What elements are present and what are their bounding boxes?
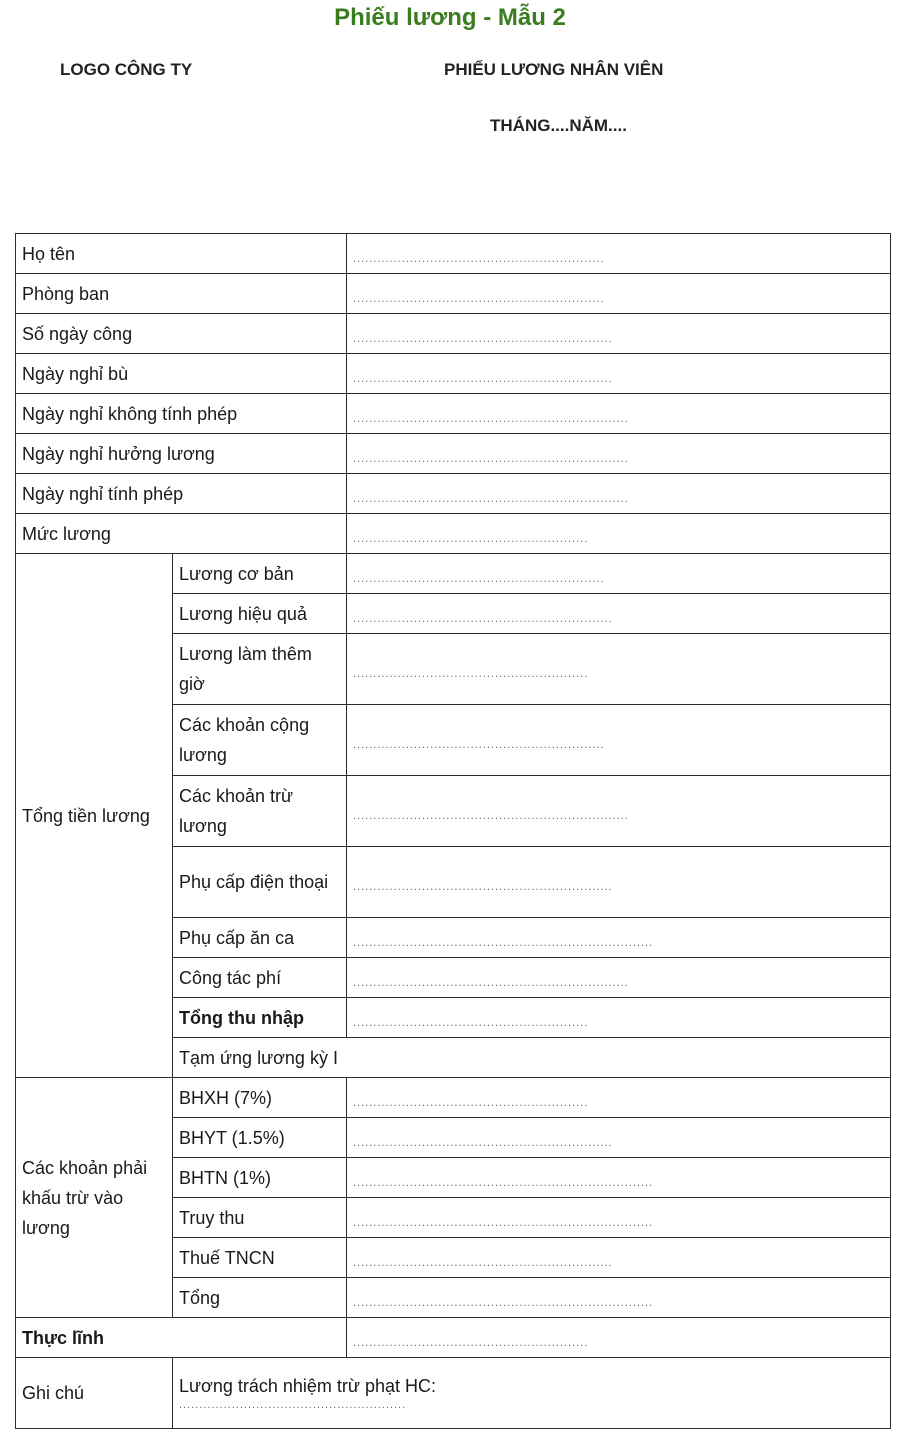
row-label: Các khoản trừ lương [173, 776, 347, 847]
payslip-heading: PHIẾU LƯƠNG NHÂN VIÊN [444, 60, 664, 79]
fill-field-cong-tac-phi[interactable] [347, 958, 891, 998]
fill-field-muc-luong[interactable] [347, 514, 891, 554]
fill-field-bhtn[interactable] [347, 1158, 891, 1198]
dotted-line: .................................................................... [353, 452, 629, 465]
row-label: Tạm ứng lương kỳ I [173, 1038, 891, 1078]
row-label: Ngày nghỉ không tính phép [16, 394, 347, 434]
note-field[interactable] [173, 1358, 891, 1429]
fill-field-phu-cap-dien-thoai[interactable] [347, 847, 891, 918]
table-row [16, 554, 891, 594]
row-label: Ghi chú [16, 1358, 173, 1429]
dotted-line: .......................................................... [353, 668, 589, 680]
row-label: Thuế TNCN [173, 1238, 347, 1278]
fill-field-bhxh[interactable] [347, 1078, 891, 1118]
table-row [16, 234, 891, 274]
row-label: Phụ cấp ăn ca [173, 918, 347, 958]
row-label: Phòng ban [16, 274, 347, 314]
dotted-line: .......................................................................... [353, 1176, 654, 1189]
row-label: Lương hiệu quả [173, 594, 347, 634]
company-logo-placeholder: LOGO CÔNG TY [60, 60, 193, 79]
dotted-line: .......................................................................... [353, 1296, 654, 1309]
group-label-tong-tien-luong: Tổng tiền lương [16, 554, 173, 1078]
page-title: Phiếu lương - Mẫu 2 [334, 4, 566, 31]
fill-field-bhyt[interactable] [347, 1118, 891, 1158]
row-label: Ngày nghỉ tính phép [16, 474, 347, 514]
fill-field-luong-co-ban[interactable] [347, 554, 891, 594]
fill-field-phu-cap-an-ca[interactable] [347, 918, 891, 958]
group-label-cac-khoan-khau-tru: Các khoản phải khấu trừ vào lương [16, 1078, 173, 1318]
table-row [16, 354, 891, 394]
dotted-line: .................................................................... [353, 492, 629, 505]
fill-field-cac-khoan-cong-luong[interactable] [347, 705, 891, 776]
row-label-bold: Tổng thu nhập [173, 998, 347, 1038]
row-label: Họ tên [16, 234, 347, 274]
fill-field-ngay-nghi-tinh-phep[interactable] [347, 474, 891, 514]
fill-field-so-ngay-cong[interactable] [347, 314, 891, 354]
payslip-table [15, 233, 891, 1429]
row-label: Lương làm thêm giờ [173, 634, 347, 705]
table-row [16, 314, 891, 354]
dotted-line: ........................................................ [179, 1399, 407, 1411]
fill-field-ho-ten[interactable] [347, 234, 891, 274]
table-row [16, 434, 891, 474]
table-row [16, 1078, 891, 1118]
payslip-period: THÁNG....NĂM.... [490, 116, 627, 135]
fill-field-phong-ban[interactable] [347, 274, 891, 314]
row-label: Truy thu [173, 1198, 347, 1238]
dotted-line: ................................................................ [353, 1256, 613, 1269]
dotted-line: ................................................................ [353, 332, 613, 345]
table-row [16, 1358, 891, 1429]
fill-field-thuc-linh[interactable] [347, 1318, 891, 1358]
table-row [16, 474, 891, 514]
row-label: Ngày nghỉ bù [16, 354, 347, 394]
table-row [16, 274, 891, 314]
dotted-line: .................................................................... [353, 810, 629, 822]
dotted-line: .................................................................... [353, 412, 629, 425]
dotted-line: ................................................................ [353, 612, 613, 625]
dotted-line: .......................................................... [353, 532, 589, 545]
dotted-line: .......................................................................... [353, 1216, 654, 1229]
dotted-line: .......................................................... [353, 1336, 589, 1349]
dotted-line: .................................................................... [353, 976, 629, 989]
fill-field-ngay-nghi-bu[interactable] [347, 354, 891, 394]
fill-field-tong-thu-nhap[interactable] [347, 998, 891, 1038]
row-label: Phụ cấp điện thoại [173, 847, 347, 918]
table-row [16, 394, 891, 434]
row-label: Ngày nghỉ hưởng lương [16, 434, 347, 474]
row-label: BHYT (1.5%) [173, 1118, 347, 1158]
note-text: Lương trách nhiệm trừ phạt HC: [179, 1376, 437, 1396]
dotted-line: .............................................................. [353, 572, 605, 585]
dotted-line: .......................................................... [353, 1096, 589, 1109]
fill-field-thue-tncn[interactable] [347, 1238, 891, 1278]
dotted-line: .......................................................... [353, 1016, 589, 1029]
fill-field-ngay-nghi-huong-luong[interactable] [347, 434, 891, 474]
dotted-line: ................................................................ [353, 881, 613, 893]
fill-field-truy-thu[interactable] [347, 1198, 891, 1238]
dotted-line: .............................................................. [353, 252, 605, 265]
dotted-line: .......................................................................... [353, 936, 654, 949]
row-label: BHTN (1%) [173, 1158, 347, 1198]
row-label: Mức lương [16, 514, 347, 554]
row-label: Công tác phí [173, 958, 347, 998]
dotted-line: .............................................................. [353, 292, 605, 305]
fill-field-luong-hieu-qua[interactable] [347, 594, 891, 634]
row-label: Lương cơ bản [173, 554, 347, 594]
dotted-line: ................................................................ [353, 1136, 613, 1149]
row-label: Các khoản cộng lương [173, 705, 347, 776]
row-label: Số ngày công [16, 314, 347, 354]
fill-field-cac-khoan-tru-luong[interactable] [347, 776, 891, 847]
row-label: BHXH (7%) [173, 1078, 347, 1118]
row-label-bold: Thực lĩnh [16, 1318, 347, 1358]
fill-field-tong[interactable] [347, 1278, 891, 1318]
row-label: Tổng [173, 1278, 347, 1318]
fill-field-luong-lam-them-gio[interactable] [347, 634, 891, 705]
dotted-line: .............................................................. [353, 739, 605, 751]
dotted-line: ................................................................ [353, 372, 613, 385]
table-row [16, 514, 891, 554]
fill-field-ngay-nghi-khong-tinh-phep[interactable] [347, 394, 891, 434]
table-row [16, 1318, 891, 1358]
